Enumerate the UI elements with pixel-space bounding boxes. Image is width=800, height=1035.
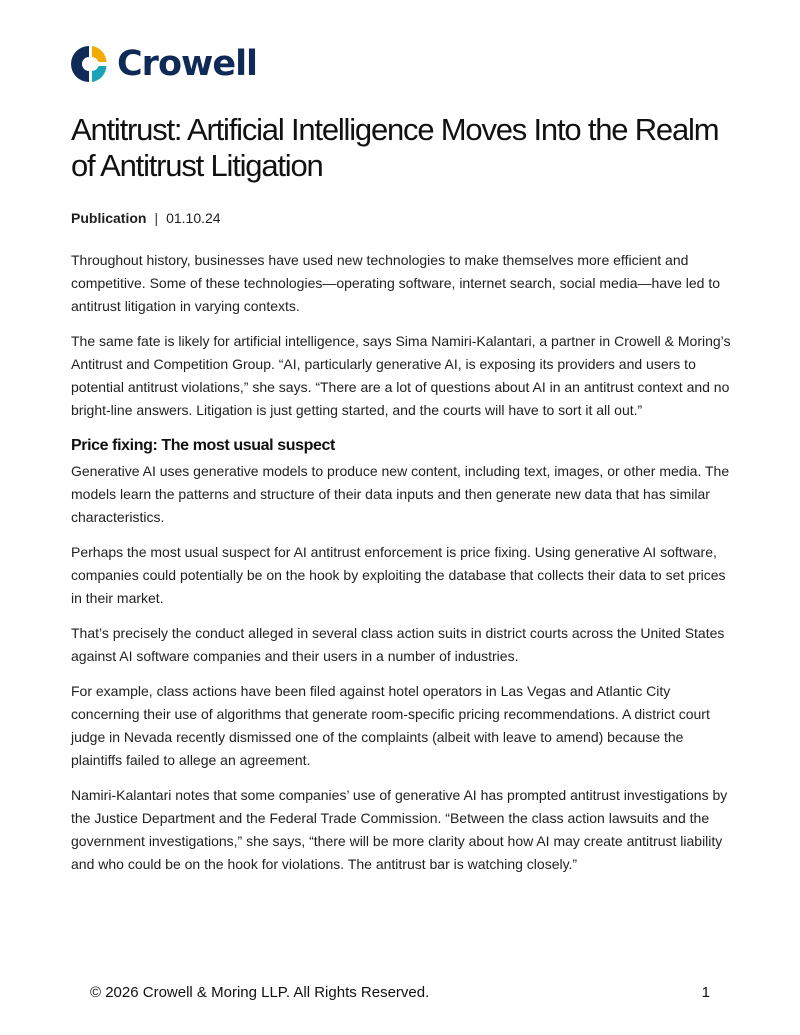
article-body	[71, 249, 733, 888]
paragraph: For example, class actions have been filed against hotel operators in Las Vegas and Atlantic City concerning their use of algorithms that generate room-specific pricing recommendations. A district court judge in Nevada recently dismissed one of the complaints (albeit with leave to amend) because the plaintiffs failed to allege an agreement.	[71, 683, 710, 768]
section-heading: Price fixing: The most usual suspect	[71, 437, 335, 454]
copyright-notice: © 2026 Crowell & Moring LLP. All Rights Reserved.	[90, 984, 430, 1001]
paragraph: Throughout history, businesses have used new technologies to make themselves more efficient and competitive. Some of these technologies—operating software, internet search, social media—have led to antitrust litigation in varying contexts.	[71, 252, 721, 314]
meta-separator: |	[154, 210, 159, 226]
publication-type: Publication	[71, 210, 147, 226]
paragraph: Perhaps the most usual suspect for AI antitrust enforcement is price fixing. Using generative AI software, companies could potentially be on the hook by exploiting the database that collects their data to set prices in their market.	[71, 544, 726, 606]
page-number: 1	[701, 984, 710, 1001]
paragraph: Generative AI uses generative models to produce new content, including text, images, or other media. The models learn the patterns and structure of their data inputs and then generate new data that has similar characteristics.	[71, 463, 730, 525]
paragraph: That’s precisely the conduct alleged in several class action suits in district courts across the United States against AI software companies and their users in a number of industries.	[71, 625, 725, 664]
crowell-logo-text: Crowell	[117, 44, 258, 84]
paragraph: The same fate is likely for artificial intelligence, says Sima Namiri-Kalantari, a partner in Crowell & Moring’s Antitrust and Competition Group. “AI, particularly generative AI, is exposing its providers and users to potential antitrust violations,” she says. “There are a lot of questions about AI in an antitrust context and no bright-line answers. Litigation is just getting started, and the courts will have to sort it all out.”	[71, 333, 731, 418]
article-meta	[71, 208, 221, 228]
article-title: Antitrust: Artificial Intelligence Moves Into the Realm of Antitrust Litigation	[71, 112, 719, 183]
crowell-logo	[71, 45, 257, 83]
crowell-logo-mark-icon	[71, 45, 107, 83]
paragraph: Namiri-Kalantari notes that some companies’ use of generative AI has prompted antitrust investigations by the Justice Department and the Federal Trade Commission. “Between the class action lawsuits and the government investigations,” she says, “there will be more clarity about how AI may create antitrust liability and who could be on the hook for violations. The antitrust bar is watching closely.”	[71, 787, 728, 872]
page-footer	[90, 984, 710, 1004]
publication-date: 01.10.24	[166, 210, 221, 226]
